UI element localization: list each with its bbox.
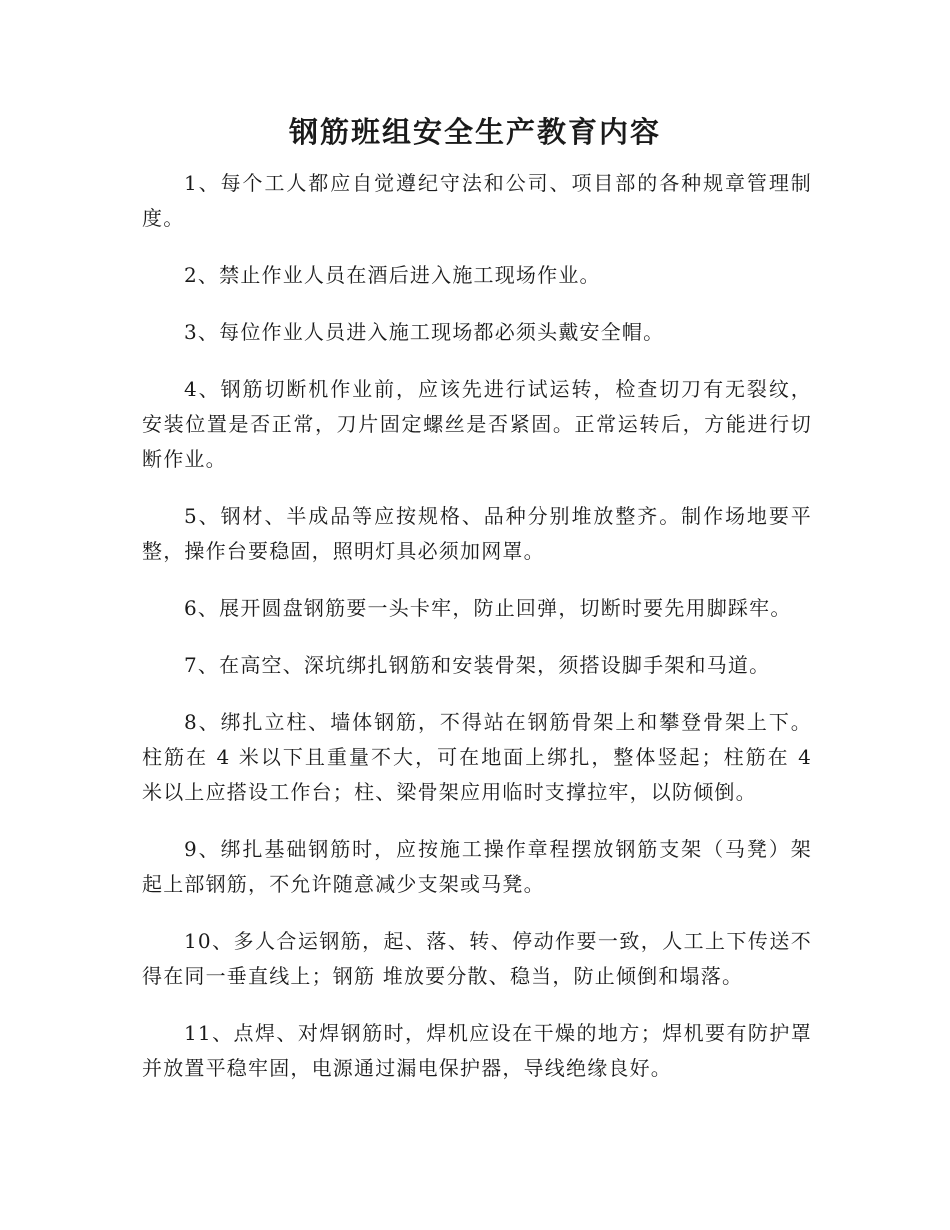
paragraph-9: 9、绑扎基础钢筋时，应按施工操作章程摆放钢筋支架（马凳）架起上部钢筋，不允许随意减少支架或马凳。 (142, 837, 812, 896)
paragraph-10: 10、多人合运钢筋，起、落、转、停动作要一致，人工上下传送不得在同一垂直线上；钢筋 堆放要分散、稳当，防止倾倒和塌落。 (142, 929, 812, 988)
paragraph-5: 5、钢材、半成品等应按规格、品种分别堆放整齐。制作场地要平整，操作台要稳固，照明灯具必须加网罩。 (142, 504, 812, 563)
document-body (142, 166, 812, 1108)
paragraph-1: 1、每个工人都应自觉遵纪守法和公司、项目部的各种规章管理制度。 (142, 171, 812, 230)
paragraph-8: 8、绑扎立柱、墙体钢筋，不得站在钢筋骨架上和攀登骨架上下。柱筋在 4 米以下且重量不大，可在地面上绑扎，整体竖起；柱筋在 4 米以上应搭设工作台；柱、梁骨架应用临时支撑拉牢，以防倾倒。 (142, 710, 812, 804)
paragraph-4: 4、钢筋切断机作业前，应该先进行试运转，检查切刀有无裂纹，安装位置是否正常，刀片固定螺丝是否紧固。正常运转后，方能进行切断作业。 (142, 377, 812, 471)
paragraph-3: 3、每位作业人员进入施工现场都必须头戴安全帽。 (184, 320, 665, 344)
document-title: 钢筋班组安全生产教育内容 (288, 115, 661, 149)
paragraph-7: 7、在高空、深坑绑扎钢筋和安装骨架，须搭设脚手架和马道。 (184, 653, 771, 677)
paragraph-2: 2、禁止作业人员在酒后进入施工现场作业。 (184, 263, 601, 287)
paragraph-11: 11、点焊、对焊钢筋时，焊机应设在干燥的地方；焊机要有防护罩并放置平稳牢固，电源通过漏电保护器，导线绝缘良好。 (142, 1021, 812, 1080)
paragraph-6: 6、展开圆盘钢筋要一头卡牢，防止回弹，切断时要先用脚踩牢。 (184, 596, 792, 620)
